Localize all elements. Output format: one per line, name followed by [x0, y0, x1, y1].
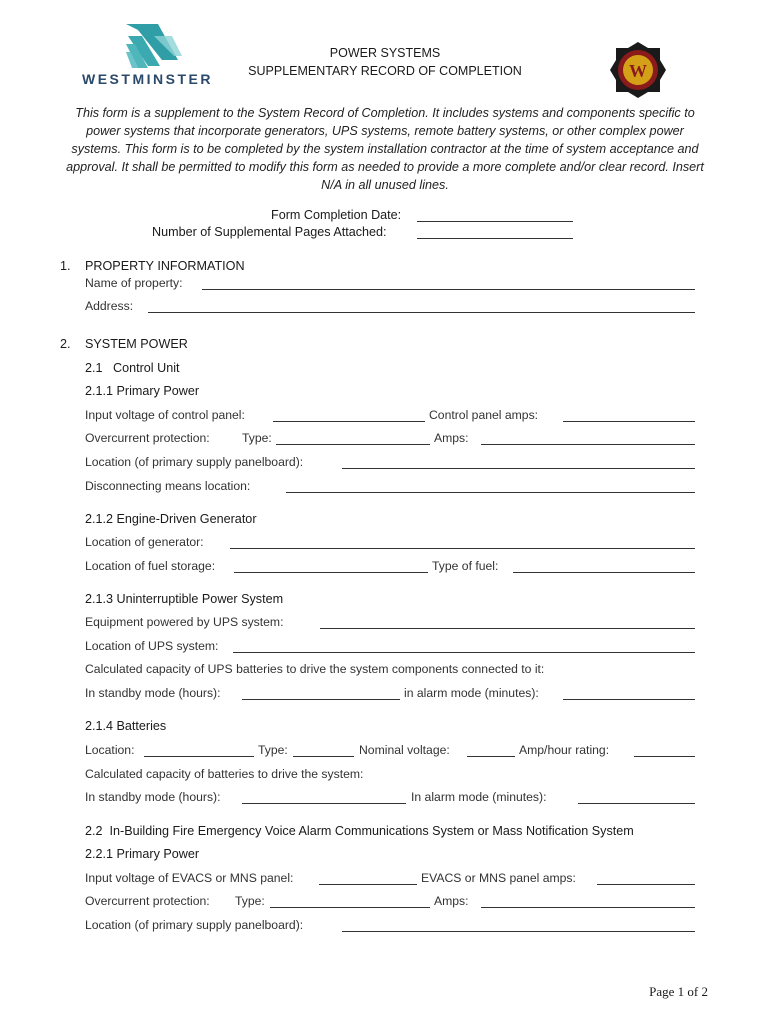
amp-hour-label: Amp/hour rating: [519, 743, 610, 757]
ups-heading: 2.1.3 Uninterruptible Power System [85, 592, 284, 606]
evacs-overcurrent-label: Overcurrent protection: [85, 894, 210, 908]
battery-alarm-field[interactable] [578, 803, 695, 804]
amp-hour-field[interactable] [634, 756, 695, 757]
form-title-line2: SUPPLEMENTARY RECORD OF COMPLETION [248, 64, 522, 78]
battery-standby-label: In standby mode (hours): [85, 790, 221, 804]
panel-amps-label: Control panel amps: [429, 408, 539, 422]
property-name-field[interactable] [202, 289, 695, 290]
ups-location-label: Location of UPS system: [85, 639, 219, 653]
panelboard-location-field[interactable] [342, 468, 695, 469]
evacs-type-field[interactable] [270, 907, 430, 908]
pages-attached-field[interactable] [417, 238, 573, 239]
disconnect-location-label: Disconnecting means location: [85, 479, 251, 493]
fuel-type-field[interactable] [513, 572, 695, 573]
evacs-panel-amps-field[interactable] [597, 884, 695, 885]
overcurrent-label: Overcurrent protection: [85, 431, 210, 445]
battery-location-field[interactable] [144, 756, 254, 757]
fuel-storage-field[interactable] [234, 572, 428, 573]
fuel-storage-label: Location of fuel storage: [85, 559, 216, 573]
battery-type-label: Type: [258, 743, 288, 757]
battery-standby-field[interactable] [242, 803, 406, 804]
section1-title: PROPERTY INFORMATION [85, 259, 245, 273]
completion-date-field[interactable] [417, 221, 573, 222]
evacs-amps-label: Amps: [434, 894, 469, 908]
primary-power-heading: 2.1.1 Primary Power [85, 384, 200, 398]
evacs-panel-amps-label: EVACS or MNS panel amps: [421, 871, 576, 885]
page-number: Page 1 of 2 [649, 984, 708, 999]
overcurrent-amps-field[interactable] [481, 444, 695, 445]
nominal-voltage-field[interactable] [467, 756, 515, 757]
battery-type-field[interactable] [293, 756, 354, 757]
intro-paragraph: This form is a supplement to the System Record of Completion. It includes systems and components specific to power systems that incorporate generators, UPS systems, remote battery systems, or other complex power systems. This form is to be completed by the system installation contractor at the time of system acceptance and approval. It shall be permitted to modify this form as needed to provide a more complete and/or clear record. Insert N/A in all unused lines. [66, 106, 704, 192]
evacs-primary-heading: 2.2.1 Primary Power [85, 847, 200, 861]
battery-alarm-label: In alarm mode (minutes): [411, 790, 547, 804]
overcurrent-type-label: Type: [242, 431, 272, 445]
fire-badge-icon [608, 40, 668, 100]
ups-equipment-field[interactable] [320, 628, 695, 629]
input-voltage-field[interactable] [273, 421, 425, 422]
evacs-panelboard-label: Location (of primary supply panelboard): [85, 918, 304, 932]
nominal-voltage-label: Nominal voltage: [359, 743, 450, 757]
evacs-input-voltage-field[interactable] [319, 884, 417, 885]
generator-location-field[interactable] [230, 548, 695, 549]
section1-number: 1. [60, 259, 71, 273]
battery-location-label: Location: [85, 743, 135, 757]
address-label: Address: [85, 299, 134, 313]
evacs-input-voltage-label: Input voltage of EVACS or MNS panel: [85, 871, 294, 885]
ups-alarm-field[interactable] [563, 699, 695, 700]
battery-capacity-label: Calculated capacity of batteries to drive the system: [85, 767, 364, 781]
input-voltage-label: Input voltage of control panel: [85, 408, 245, 422]
overcurrent-amps-label: Amps: [434, 431, 469, 445]
completion-date-label: Form Completion Date: [271, 208, 402, 222]
evacs-panelboard-field[interactable] [342, 931, 695, 932]
section2-number: 2. [60, 337, 71, 351]
form-title-line1: POWER SYSTEMS [329, 46, 441, 60]
overcurrent-type-field[interactable] [276, 444, 430, 445]
ups-equipment-label: Equipment powered by UPS system: [85, 615, 284, 629]
disconnect-location-field[interactable] [286, 492, 695, 493]
section2-title: SYSTEM POWER [85, 337, 188, 351]
svg-text:W: W [629, 61, 647, 81]
panel-amps-field[interactable] [563, 421, 695, 422]
evacs-amps-field[interactable] [481, 907, 695, 908]
batteries-heading: 2.1.4 Batteries [85, 719, 167, 733]
panelboard-location-label: Location (of primary supply panelboard): [85, 455, 304, 469]
address-field[interactable] [148, 312, 695, 313]
fuel-type-label: Type of fuel: [432, 559, 499, 573]
ups-standby-label: In standby mode (hours): [85, 686, 221, 700]
ups-capacity-label: Calculated capacity of UPS batteries to drive the system components connected to it: [85, 662, 545, 676]
evacs-type-label: Type: [235, 894, 265, 908]
generator-heading: 2.1.2 Engine-Driven Generator [85, 512, 257, 526]
ups-standby-field[interactable] [242, 699, 400, 700]
generator-location-label: Location of generator: [85, 535, 204, 549]
control-unit-heading: 2.1 Control Unit [85, 361, 180, 375]
ups-alarm-label: in alarm mode (minutes): [404, 686, 539, 700]
ups-location-field[interactable] [233, 652, 695, 653]
pages-attached-label: Number of Supplemental Pages Attached: [152, 225, 387, 239]
property-name-label: Name of property: [85, 276, 183, 290]
fire-department-seal [608, 40, 668, 100]
logo-text: WESTMINSTER [82, 71, 213, 87]
evacs-heading: 2.2 In-Building Fire Emergency Voice Alarm Communications System or Mass Notification System [85, 824, 634, 838]
